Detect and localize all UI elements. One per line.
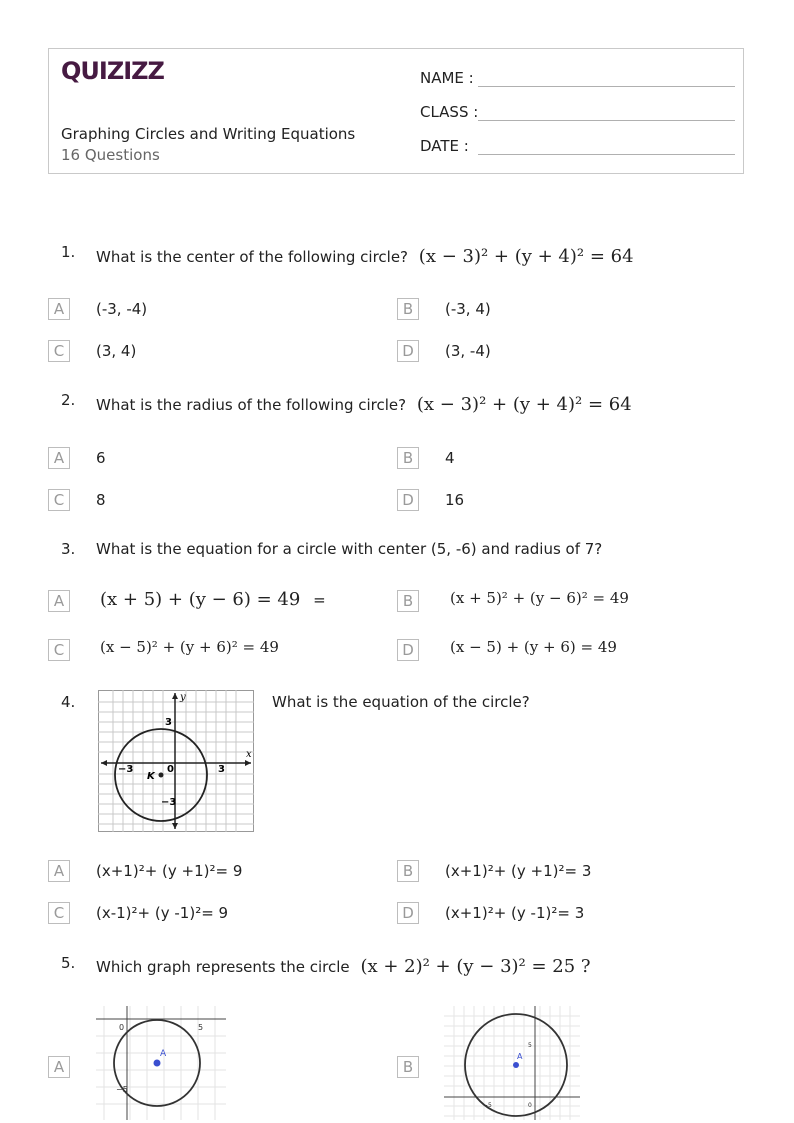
option-suffix: = [313, 591, 326, 609]
question-text [96, 246, 634, 267]
option-letter-c[interactable]: C [48, 902, 70, 924]
question-count: 16 Questions [61, 146, 160, 164]
option-equation[interactable]: (x − 5) + (y + 6) = 49 [450, 638, 617, 656]
option-equation[interactable]: (x − 5)² + (y + 6)² = 49 [100, 638, 279, 656]
x-axis-label: x [246, 749, 252, 760]
option-text[interactable]: 4 [445, 449, 455, 467]
option-text[interactable]: (x+1)²+ (y +1)²= 9 [96, 862, 243, 880]
class-line[interactable] [478, 120, 735, 121]
option-letter-c[interactable]: C [48, 639, 70, 661]
question-number: 3. [61, 540, 76, 558]
option-equation[interactable]: (x + 5)² + (y − 6)² = 49 [450, 589, 629, 607]
option-letter-b[interactable]: B [397, 447, 419, 469]
tick-label-x-neg3: −3 [118, 764, 134, 775]
question-number: 1. [61, 243, 76, 261]
option-text[interactable]: (3, 4) [96, 342, 137, 360]
point-label: A [517, 1052, 523, 1061]
y-axis-label: y [180, 692, 186, 703]
date-line[interactable] [478, 154, 735, 155]
tick-label-y-3: 3 [165, 717, 172, 728]
option-text[interactable]: (-3, -4) [96, 300, 148, 318]
option-text[interactable]: 16 [445, 491, 465, 509]
option-b-graph[interactable] [444, 1006, 580, 1120]
option-letter-b[interactable]: B [397, 860, 419, 882]
point-label-k: K [147, 771, 155, 782]
option-letter-b[interactable]: B [397, 1056, 419, 1078]
class-label: CLASS : [420, 103, 479, 121]
question-equation: (x − 3)² + (y + 4)² = 64 [418, 246, 634, 267]
tick-label-five: 5 [528, 1042, 532, 1049]
option-letter-b[interactable]: B [397, 590, 419, 612]
question-text [96, 394, 632, 415]
option-letter-a[interactable]: A [48, 590, 70, 612]
tick-label-x-3: 3 [218, 764, 225, 775]
option-text[interactable]: 8 [96, 491, 106, 509]
option-equation: (x + 5) + (y − 6) = 49 [100, 589, 301, 610]
circle-graph-q4 [98, 690, 254, 832]
tick-label-zero: 0 [528, 1102, 532, 1109]
option-text[interactable]: (x+1)²+ (y +1)²= 3 [445, 862, 592, 880]
tick-label-neg-five: −5 [116, 1085, 128, 1094]
option-letter-a[interactable]: A [48, 447, 70, 469]
option-text[interactable] [100, 589, 326, 610]
graph-grid [96, 1006, 226, 1120]
question-number: 2. [61, 391, 76, 409]
center-point [513, 1062, 519, 1068]
class-field[interactable] [420, 101, 735, 125]
option-letter-c[interactable]: C [48, 489, 70, 511]
option-text[interactable]: 6 [96, 449, 106, 467]
tick-label-origin: 0 [167, 764, 174, 775]
question-number: 5. [61, 954, 76, 972]
center-point [154, 1060, 161, 1067]
question-prompt: What is the radius of the following circle? [96, 396, 407, 414]
name-label: NAME : [420, 69, 474, 87]
question-number: 4. [61, 693, 76, 711]
option-letter-a[interactable]: A [48, 860, 70, 882]
option-a-graph[interactable] [96, 1006, 226, 1120]
question-prompt: What is the equation for a circle with center (5, -6) and radius of 7? [96, 540, 603, 558]
option-letter-d[interactable]: D [397, 902, 419, 924]
tick-label-five: 5 [198, 1023, 204, 1032]
worksheet-title: Graphing Circles and Writing Equations [61, 125, 356, 143]
name-line[interactable] [478, 86, 735, 87]
option-text[interactable]: (x+1)²+ (y -1)²= 3 [445, 904, 585, 922]
tick-label-neg-five: −5 [483, 1102, 492, 1109]
tick-label-y-neg3: −3 [161, 797, 177, 808]
option-letter-a[interactable]: A [48, 1056, 70, 1078]
option-letter-a[interactable]: A [48, 298, 70, 320]
option-text[interactable]: (x-1)²+ (y -1)²= 9 [96, 904, 229, 922]
option-text[interactable]: (-3, 4) [445, 300, 491, 318]
question-text [96, 956, 591, 977]
date-label: DATE : [420, 137, 469, 155]
option-letter-d[interactable]: D [397, 639, 419, 661]
option-letter-b[interactable]: B [397, 298, 419, 320]
center-point [159, 773, 164, 778]
worksheet-header [48, 48, 744, 174]
question-prompt: Which graph represents the circle [96, 958, 350, 976]
question-prompt: What is the center of the following circle? [96, 248, 409, 266]
tick-label-zero: 0 [119, 1023, 125, 1032]
point-label: A [160, 1049, 167, 1059]
option-letter-c[interactable]: C [48, 340, 70, 362]
option-letter-d[interactable]: D [397, 489, 419, 511]
question-equation: (x − 3)² + (y + 4)² = 64 [416, 394, 632, 415]
option-text[interactable]: (3, -4) [445, 342, 491, 360]
question-prompt: What is the equation of the circle? [272, 693, 530, 711]
name-field[interactable] [420, 67, 735, 91]
date-field[interactable] [420, 135, 735, 159]
quizizz-logo: QUIZIZZ [61, 57, 164, 85]
option-letter-d[interactable]: D [397, 340, 419, 362]
question-equation: (x + 2)² + (y − 3)² = 25 ? [360, 956, 591, 977]
